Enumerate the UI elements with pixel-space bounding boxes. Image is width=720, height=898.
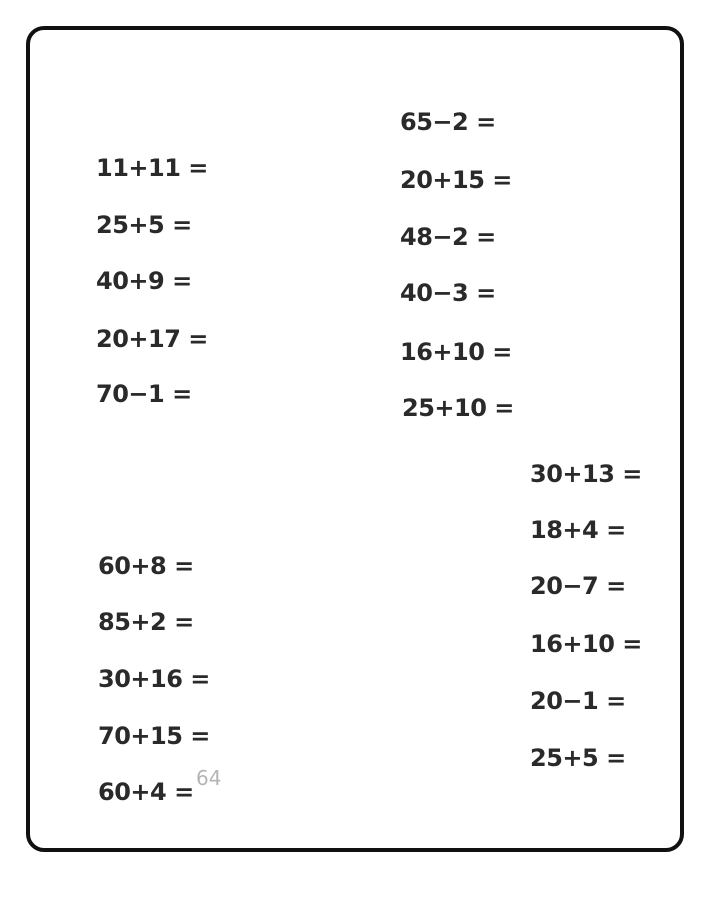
math-problem: 40−3 =: [400, 279, 496, 307]
math-problem: 60+8 =: [98, 552, 194, 580]
math-problem: 11+11 =: [96, 154, 208, 182]
math-problem: 20+17 =: [96, 325, 208, 353]
math-problem: 25+5 =: [530, 744, 626, 772]
math-problem: 65−2 =: [400, 108, 496, 136]
math-problem: 70−1 =: [96, 380, 192, 408]
worksheet-frame: [26, 26, 684, 852]
math-problem: 16+10 =: [400, 338, 512, 366]
math-problem: 60+4 =: [98, 778, 194, 806]
math-problem: 48−2 =: [400, 223, 496, 251]
math-problem: 85+2 =: [98, 608, 194, 636]
math-problem: 25+5 =: [96, 211, 192, 239]
math-problem: 18+4 =: [530, 516, 626, 544]
math-problem: 25+10 =: [402, 394, 514, 422]
math-problem: 20−7 =: [530, 572, 626, 600]
math-problem: 40+9 =: [96, 267, 192, 295]
math-problem: 70+15 =: [98, 722, 210, 750]
math-problem: 30+13 =: [530, 460, 642, 488]
math-problem: 20−1 =: [530, 687, 626, 715]
math-problem: 16+10 =: [530, 630, 642, 658]
handwritten-answer: 64: [196, 766, 222, 790]
math-problem: 30+16 =: [98, 665, 210, 693]
math-problem: 20+15 =: [400, 166, 512, 194]
